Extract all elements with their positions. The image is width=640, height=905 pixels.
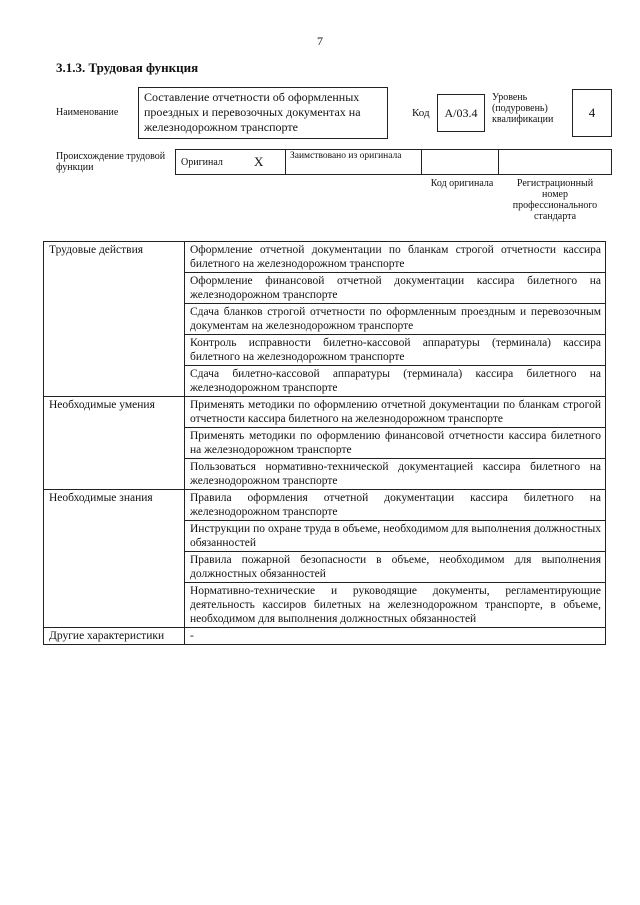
original-mark: X xyxy=(254,154,264,169)
table-row xyxy=(44,242,606,273)
table-row xyxy=(44,397,606,428)
category-cell: Необходимые знания xyxy=(44,490,185,628)
item-cell: Правила оформления отчетной документации кассира билетного на железнодорожном транспорте xyxy=(185,490,606,521)
item-cell: Оформление финансовой отчетной документации кассира билетного на железнодорожном транспорте xyxy=(185,273,606,304)
item-cell: Нормативно-технические и руководящие документы, регламентирующие деятельность кассиров билетных на железнодорожном транспорте, в объеме, необходимом для выполнения должностных обязанностей xyxy=(185,583,606,628)
category-cell: Необходимые умения xyxy=(44,397,185,490)
name-label: Наименование xyxy=(56,107,119,118)
code-box: A/03.4 xyxy=(437,94,485,132)
item-cell: Оформление отчетной документации по бланкам строгой отчетности кассира билетного на железнодорожном транспорте xyxy=(185,242,606,273)
item-cell: - xyxy=(185,628,606,645)
level-label: Уровень (подуровень) квалификации xyxy=(492,92,554,125)
item-cell: Пользоваться нормативно-технической документацией кассира билетного на железнодорожном транспорте xyxy=(185,459,606,490)
original-label: Оригинал xyxy=(181,156,223,168)
item-cell: Сдача билетно-кассовой аппаратуры (терминала) кассира билетного на железнодорожном транспорте xyxy=(185,366,606,397)
reg-number-label: Регистрационный номер профессионального стандарта xyxy=(512,178,598,222)
code-original-cell xyxy=(422,150,499,174)
level-box: 4 xyxy=(572,89,612,137)
origin-original-cell xyxy=(176,150,286,174)
origin-row xyxy=(175,149,612,175)
function-table xyxy=(43,241,606,645)
item-cell: Контроль исправности билетно-кассовой аппаратуры (терминала) кассира билетного на железнодорожном транспорте xyxy=(185,335,606,366)
code-original-label: Код оригинала xyxy=(430,178,494,189)
page-number: 7 xyxy=(317,34,323,48)
item-cell: Правила пожарной безопасности в объеме, необходимом для выполнения должностных обязанностей xyxy=(185,552,606,583)
item-cell: Сдача бланков строгой отчетности по оформленным проездным и перевозочным документам на железнодорожном транспорте xyxy=(185,304,606,335)
item-cell: Применять методики по оформлению финансовой отчетности кассира билетного на железнодорожном транспорте xyxy=(185,428,606,459)
origin-label: Происхождение трудовой функции xyxy=(56,151,166,173)
table-row xyxy=(44,490,606,521)
category-cell: Трудовые действия xyxy=(44,242,185,397)
table-row xyxy=(44,628,606,645)
section-title: 3.1.3. Трудовая функция xyxy=(56,60,199,75)
borrowed-label: Заимствовано из оригинала xyxy=(286,150,422,174)
code-label: Код xyxy=(412,107,430,119)
category-cell: Другие характеристики xyxy=(44,628,185,645)
item-cell: Инструкции по охране труда в объеме, необходимом для выполнения должностных обязанностей xyxy=(185,521,606,552)
reg-number-cell xyxy=(499,150,611,174)
item-cell: Применять методики по оформлению отчетной документации по бланкам строгой отчетности кассира билетного на железнодорожном транспорте xyxy=(185,397,606,428)
function-name-box: Составление отчетности об оформленных проездных и перевозочных документах на железнодорожном транспорте xyxy=(138,87,388,139)
